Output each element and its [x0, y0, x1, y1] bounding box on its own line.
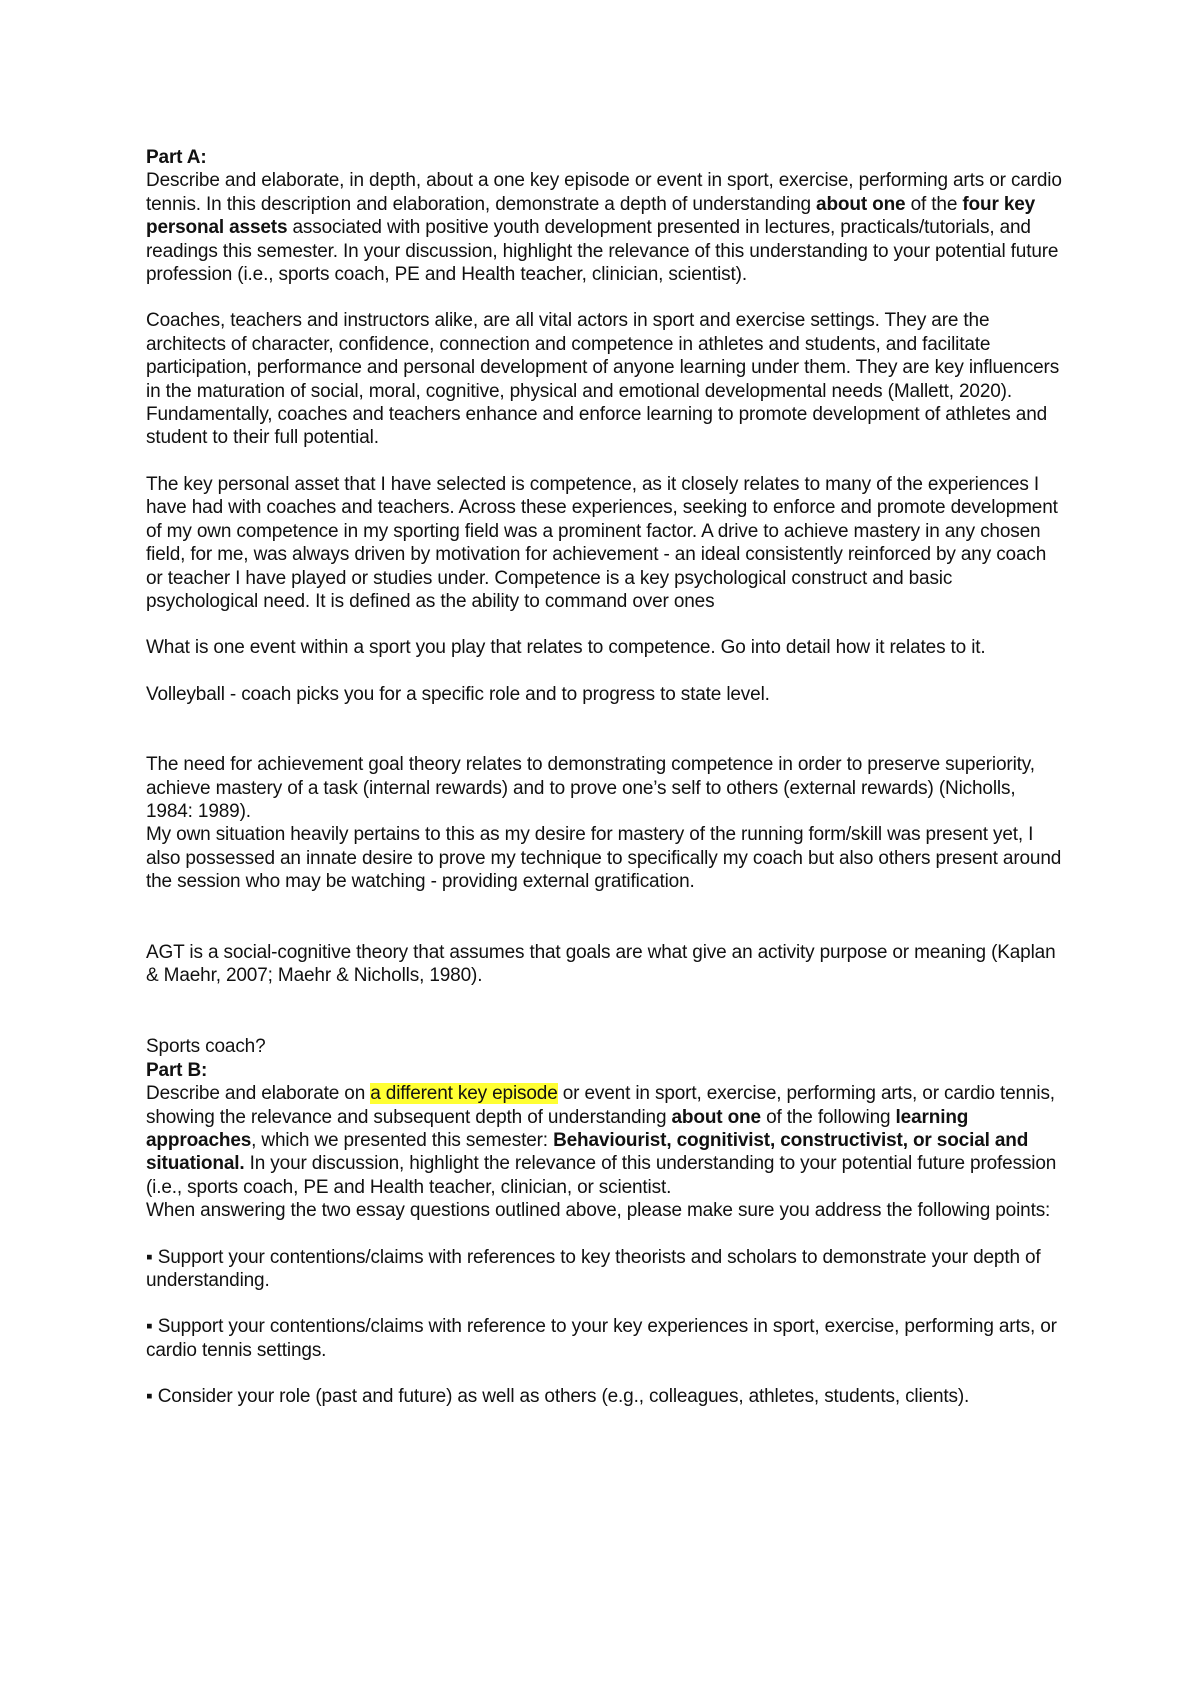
part-a-prompt-bold-assets: four key personal assets	[146, 193, 1036, 239]
competence-paragraph: The key personal asset that I have selected is competence, as it closely relates to many of the experiences I have had with coaches and teachers. Across these experiences, seeking to enforce and promote development of my own competence in my sporting field was a prominent factor. A drive to achieve mastery in any chosen field, for me, was always driven by motivation for achievement - an ideal consistently reinforced by any coach or teacher I have played or studies under. Competence is a key psychological construct and basic psychological need. It is defined as the ability to command over ones	[146, 473, 1058, 612]
competence-question: What is one event within a sport you play that relates to competence. Go into detail how it relates to it.	[146, 637, 986, 659]
part-a-prompt	[146, 169, 1066, 286]
achievement-need-paragraph: The need for achievement goal theory relates to demonstrating competence in order to preserve superiority, achieve mastery of a task (internal rewards) and to prove one’s self to others (external rewards) (Nicholls, 1984: 1989).	[146, 754, 1035, 822]
part-a-prompt-text-2: of the	[905, 193, 963, 215]
part-b-prompt-text-5: In your discussion, highlight the relevance of this understanding to your potential future profession (i.e., sports coach, PE and Health teacher, clinician, or scientist.	[146, 1153, 1057, 1198]
bullet-point: ▪ Consider your role (past and future) as well as others (e.g., colleagues, athletes, students, clients).	[146, 1386, 970, 1408]
part-b-prompt-text-2: or event in sport, exercise, performing arts, or cardio tennis, showing the relevance and subsequent depth of understanding	[146, 1083, 1055, 1128]
volleyball-note: Volleyball - coach picks you for a specific role and to progress to state level.	[146, 683, 770, 705]
part-b-prompt-text-4: , which we presented this semester:	[251, 1130, 554, 1151]
part-a-prompt-text-1: Describe and elaborate, in depth, about a one key episode or event in sport, exercise, performing arts or cardio tennis. In this description and elaboration, demonstrate a depth of understanding	[146, 170, 1062, 215]
sports-coach-note: Sports coach?	[146, 1036, 266, 1058]
agt-paragraph: AGT is a social-cognitive theory that assumes that goals are what give an activity purpose or meaning (Kaplan & Maehr, 2007; Maehr & Nicholls, 1980).	[146, 941, 1056, 986]
part-a-heading: Part A:	[146, 147, 207, 168]
part-b-prompt-text-3: of the following	[760, 1106, 896, 1128]
part-b-prompt	[146, 1082, 1066, 1199]
part-b-prompt-text-1: Describe and elaborate on	[146, 1083, 371, 1105]
document-page	[146, 146, 1066, 1409]
answering-instructions: When answering the two essay questions outlined above, please make sure you address the following points:	[146, 1200, 1051, 1222]
part-b-heading: Part B:	[146, 1059, 208, 1081]
own-situation-paragraph: My own situation heavily pertains to this as my desire for mastery of the running form/skill was present yet, I also possessed an innate desire to prove my technique to specifically my coach but also others present around the session who may be watching - providing external gratification.	[146, 824, 1062, 893]
coaches-paragraph: Coaches, teachers and instructors alike, are all vital actors in sport and exercise settings. They are the architects of character, confidence, connection and competence in athletes and students, and facilitate participation, performance and personal development of anyone learning under them. They are key influencers in the maturation of social, moral, cognitive, physical and emotional developmental needs (Mallett, 2020). Fundamentally, coaches and teachers enhance and enforce learning to promote development of athletes and student to their full potential.	[146, 310, 1060, 449]
part-a-prompt-bold-about-one: about one	[816, 193, 906, 215]
bullet-point: ▪ Support your contentions/claims with references to key theorists and scholars to demonstrate your depth of understanding.	[146, 1246, 1041, 1292]
part-b-prompt-bold-about-one: about one	[671, 1106, 761, 1128]
highlighted-phrase: a different key episode	[370, 1083, 558, 1105]
part-b-prompt-bold-learning-approaches: learning approaches	[146, 1106, 969, 1151]
bullet-point: ▪ Support your contentions/claims with reference to your key experiences in sport, exercise, performing arts, or cardio tennis settings.	[146, 1316, 1057, 1361]
part-b-prompt-bold-approach-list: Behaviourist, cognitivist, constructivist, or social and situational.	[146, 1130, 1029, 1175]
part-a-prompt-text-3: associated with positive youth development presented in lectures, practicals/tutorials, and readings this semester. In your discussion, highlight the relevance of this understanding to your potential future profession (i.e., sports coach, PE and Health teacher, clinician, scientist).	[146, 217, 1059, 286]
